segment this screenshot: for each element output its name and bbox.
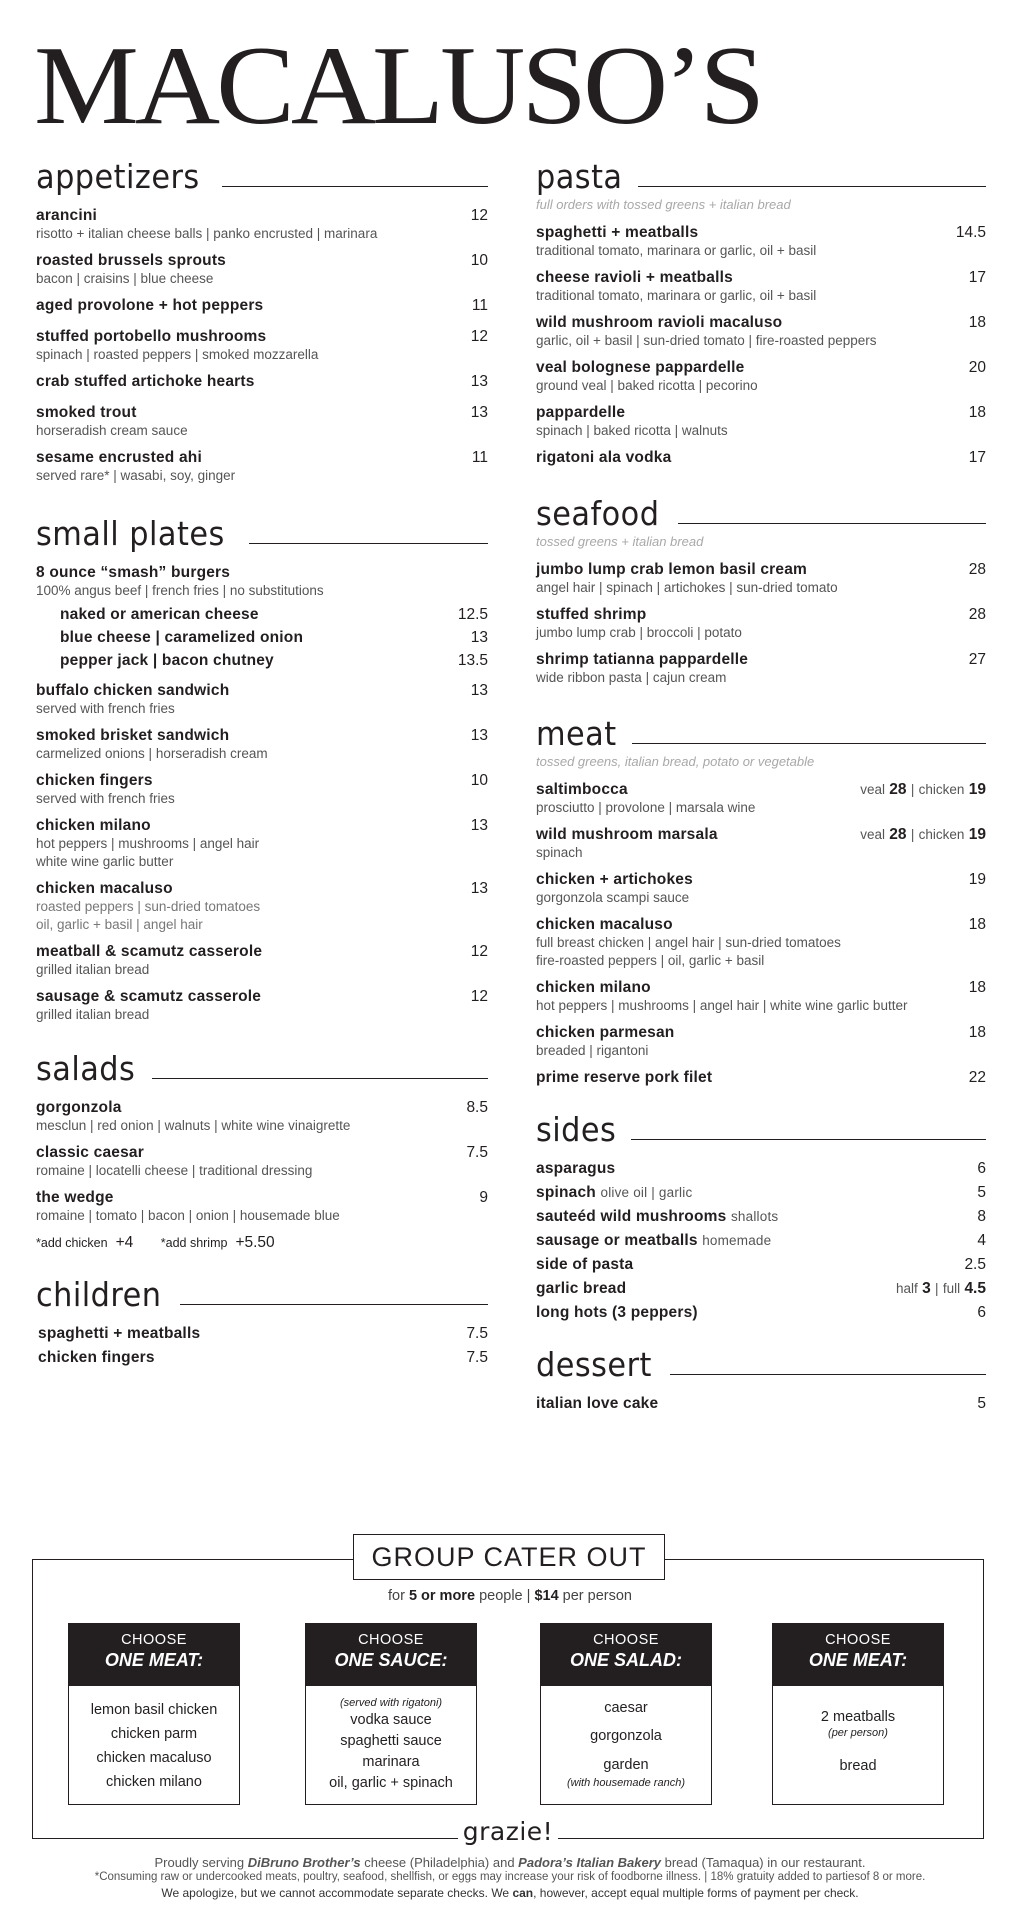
dessert-list [536, 1395, 986, 1413]
item-price: 12 [470, 207, 488, 224]
appetizers-header [36, 157, 488, 196]
restaurant-logo: MACALUSO’S [34, 23, 762, 148]
item-name: sausage & scamutz casserole [36, 988, 262, 1005]
pasta-list [536, 224, 986, 467]
item-name: jumbo lump crab lemon basil cream [536, 561, 808, 578]
item-name: 8 ounce “smash” burgers [36, 564, 231, 581]
item-name: the wedge [36, 1189, 114, 1206]
item-desc: romaine | locatelli cheese | traditional dressing [36, 1163, 313, 1178]
item-desc: spinach | baked ricotta | walnuts [536, 423, 728, 438]
menu-item [536, 1208, 986, 1226]
small-plates-header [36, 514, 488, 553]
footer-payment-note: We apologize, but we cannot accommodate separate checks. We can, however, accept equal multiple forms of payment per check. [161, 1886, 859, 1900]
item-desc: served with french fries [36, 701, 175, 716]
left-column [36, 157, 488, 1376]
menu-item [36, 449, 488, 485]
section-title: sides [536, 1110, 617, 1149]
item-desc: 100% angus beef | french fries | no substitutions [36, 583, 324, 598]
menu-item [36, 682, 488, 718]
item-price: 13 [470, 373, 488, 390]
menu-item [536, 826, 986, 862]
menu-item [36, 1349, 488, 1367]
menu-item [536, 404, 986, 440]
item-name: chicken fingers [36, 772, 153, 789]
item-name: prime reserve pork filet [536, 1069, 713, 1086]
item-name: smoked trout [36, 404, 137, 421]
choice-box-meat [68, 1623, 240, 1805]
add-chicken-label: *add chicken [36, 1236, 108, 1250]
item-price: 7.5 [466, 1349, 488, 1366]
item-name: chicken + artichokes [536, 871, 693, 888]
item-desc: horseradish cream sauce [36, 423, 188, 438]
item-price: 27 [968, 651, 986, 668]
choice-box-meat-2 [772, 1623, 944, 1805]
item-desc: white wine garlic butter [36, 854, 174, 869]
item-price: 13 [470, 817, 488, 834]
item-name: chicken milano [536, 979, 651, 996]
item-name: italian love cake [536, 1395, 659, 1412]
item-price: 20 [968, 359, 986, 376]
item-desc: traditional tomato, marinara or garlic, oil + basil [536, 243, 817, 258]
item-desc: breaded | rigantoni [536, 1043, 649, 1058]
item-price: veal 28 | chicken 19 [860, 781, 986, 798]
item-desc: angel hair | spinach | artichokes | sun-dried tomato [536, 580, 838, 595]
item-name: veal bolognese pappardelle [536, 359, 745, 376]
item-price: 13 [470, 682, 488, 699]
burger-option [36, 652, 488, 670]
item-name: chicken milano [36, 817, 151, 834]
item-price: 17 [968, 449, 986, 466]
section-title: salads [36, 1049, 136, 1088]
cater-pricing: for 5 or more people | $14 per person [387, 1588, 632, 1604]
footer-disclaimer: *Consuming raw or undercooked meats, poultry, seafood, shellfish, or eggs may increase your risk of foodborne illness. | 18% gratuity added to partiesof 8 or more. [94, 1871, 926, 1883]
section-subtitle: tossed greens + italian bread [536, 534, 704, 549]
item-name: spaghetti + meatballs [38, 1325, 201, 1342]
item-name: long hots (3 peppers) [536, 1304, 698, 1321]
item-price: 22 [968, 1069, 986, 1086]
item-desc: carmelized onions | horseradish cream [36, 746, 268, 761]
item-name: aged provolone + hot peppers [36, 297, 264, 314]
menu-item [36, 943, 488, 979]
menu-item [536, 1024, 986, 1060]
menu-item [536, 1280, 986, 1298]
item-price: 18 [968, 979, 986, 996]
item-price: 5 [977, 1184, 986, 1201]
item-desc: jumbo lump crab | broccoli | potato [536, 625, 742, 640]
menu-item [536, 1069, 986, 1087]
item-desc: gorgonzola scampi sauce [536, 890, 690, 905]
children-header [36, 1275, 488, 1314]
item-price: 14.5 [955, 224, 986, 241]
item-price: 6 [977, 1160, 986, 1177]
salads-list [36, 1099, 488, 1252]
item-name: sesame encrusted ahi [36, 449, 202, 466]
item-price: 12.5 [457, 606, 488, 623]
item-price: 9 [479, 1189, 488, 1206]
item-desc: mesclun | red onion | walnuts | white wine vinaigrette [36, 1118, 351, 1133]
item-desc: grilled italian bread [36, 1007, 150, 1022]
item-name: chicken parmesan [536, 1024, 675, 1041]
choice-options: caesar gorgonzola garden (with housemade ranch) [566, 1700, 685, 1789]
item-desc: hot peppers | mushrooms | angel hair [36, 836, 260, 851]
item-name: chicken macaluso [536, 916, 673, 933]
item-name: pepper jack | bacon chutney [60, 652, 274, 669]
item-desc: risotto + italian cheese balls | panko encrusted | marinara [36, 226, 378, 241]
item-price: 12 [470, 328, 488, 345]
choice-options: (served with rigatoni) vodka sauce spaghetti sauce marinara oil, garlic + spinach [329, 1697, 453, 1791]
choice-options: lemon basil chicken chicken parm chicken macaluso chicken milano [90, 1702, 218, 1790]
menu-item [536, 224, 986, 260]
menu-item [536, 606, 986, 642]
item-price: 7.5 [466, 1144, 488, 1161]
item-desc: spinach | roasted peppers | smoked mozzarella [36, 347, 319, 362]
menu-item [536, 1160, 986, 1178]
item-desc: grilled italian bread [36, 962, 150, 977]
menu-item [536, 449, 986, 467]
item-name: shrimp tatianna pappardelle [536, 651, 749, 668]
item-name: spaghetti + meatballs [536, 224, 699, 241]
right-column [536, 157, 986, 1422]
item-desc: prosciutto | provolone | marsala wine [536, 800, 756, 815]
seafood-header [536, 494, 986, 533]
choice-header: CHOOSE ONE MEAT: [69, 1624, 239, 1686]
meat-header [536, 714, 986, 753]
item-name: stuffed portobello mushrooms [36, 328, 267, 345]
item-price: 11 [471, 449, 488, 466]
item-desc: oil, garlic + basil | angel hair [36, 917, 203, 932]
item-price: 12 [470, 988, 488, 1005]
item-name: wild mushroom marsala [536, 826, 718, 843]
menu-item [536, 916, 986, 970]
salads-header [36, 1049, 488, 1088]
item-price: 13.5 [457, 652, 488, 669]
item-name: saltimbocca [536, 781, 628, 798]
add-chicken-price: +4 [115, 1234, 134, 1251]
item-desc: spinach [536, 845, 583, 860]
menu-item [536, 781, 986, 817]
item-price: 28 [968, 561, 986, 578]
menu-item [36, 772, 488, 808]
menu-item [536, 1256, 986, 1274]
menu-item [536, 269, 986, 305]
burger-option [36, 606, 488, 624]
item-name: stuffed shrimp [536, 606, 647, 623]
menu-item [536, 1304, 986, 1322]
menu-item [536, 871, 986, 907]
choice-header: CHOOSE ONE MEAT: [773, 1624, 943, 1686]
item-price: 18 [968, 1024, 986, 1041]
item-desc: served with french fries [36, 791, 175, 806]
item-name: crab stuffed artichoke hearts [36, 373, 255, 390]
sides-list [536, 1160, 986, 1322]
item-price: 8 [977, 1208, 986, 1225]
item-price: 8.5 [466, 1099, 488, 1116]
menu-item [536, 1232, 986, 1250]
item-desc: ground veal | baked ricotta | pecorino [536, 378, 758, 393]
item-name: rigatoni ala vodka [536, 449, 672, 466]
section-subtitle: tossed greens, italian bread, potato or vegetable [536, 754, 815, 769]
menu-item [536, 651, 986, 687]
choice-header: CHOOSE ONE SALAD: [541, 1624, 711, 1686]
item-price: 28 [968, 606, 986, 623]
salad-addons [36, 1234, 488, 1252]
menu-item [536, 314, 986, 350]
menu-item [36, 880, 488, 934]
item-name: cheese ravioli + meatballs [536, 269, 733, 286]
item-name: roasted brussels sprouts [36, 252, 226, 269]
menu-item [36, 1099, 488, 1135]
section-title: appetizers [36, 157, 200, 196]
section-title: small plates [36, 514, 225, 553]
menu-item [36, 404, 488, 440]
item-price: 13 [470, 629, 488, 646]
item-name: blue cheese | caramelized onion [60, 629, 304, 646]
menu-item [36, 328, 488, 364]
item-price: 4 [977, 1232, 986, 1249]
item-desc: bacon | craisins | blue cheese [36, 271, 214, 286]
item-price: 2.5 [964, 1256, 986, 1273]
section-title: seafood [536, 494, 660, 533]
item-desc: wide ribbon pasta | cajun cream [536, 670, 727, 685]
item-name: sauteéd wild mushrooms shallots [536, 1208, 779, 1225]
item-name: meatball & scamutz casserole [36, 943, 263, 960]
menu-item [36, 1144, 488, 1180]
section-title: pasta [536, 157, 623, 196]
item-desc: romaine | tomato | bacon | onion | housemade blue [36, 1208, 340, 1223]
item-price: 13 [470, 880, 488, 897]
item-name: side of pasta [536, 1256, 634, 1273]
menu-item [536, 1395, 986, 1413]
choice-box-sauce [305, 1623, 477, 1805]
section-title: dessert [536, 1345, 652, 1384]
menu-item [36, 564, 488, 600]
section-subtitle: full orders with tossed greens + italian bread [536, 197, 791, 212]
seafood-list [536, 561, 986, 687]
add-shrimp-price: +5.50 [235, 1234, 275, 1251]
item-price: 13 [470, 404, 488, 421]
item-desc: traditional tomato, marinara or garlic, oil + basil [536, 288, 817, 303]
menu-item [536, 359, 986, 395]
choice-options: 2 meatballs (per person) bread [820, 1709, 896, 1774]
item-desc: roasted peppers | sun-dried tomatoes [36, 899, 261, 914]
item-price: half 3 | full 4.5 [896, 1280, 986, 1297]
meat-list [536, 781, 986, 1087]
item-price: 7.5 [466, 1325, 488, 1342]
menu-item [36, 373, 488, 391]
item-name: smoked brisket sandwich [36, 727, 230, 744]
item-price: 11 [471, 297, 488, 314]
children-list [36, 1325, 488, 1367]
menu-item [536, 561, 986, 597]
item-price: 13 [470, 727, 488, 744]
item-price: 18 [968, 916, 986, 933]
item-name: sausage or meatballs homemade [536, 1232, 772, 1249]
item-name: asparagus [536, 1160, 616, 1177]
item-price: 18 [968, 314, 986, 331]
menu-item [36, 297, 488, 315]
item-name: classic caesar [36, 1144, 144, 1161]
item-desc: full breast chicken | angel hair | sun-dried tomatoes [536, 935, 841, 950]
item-desc: garlic, oil + basil | sun-dried tomato | fire-roasted peppers [536, 333, 877, 348]
choice-header: CHOOSE ONE SAUCE: [306, 1624, 476, 1686]
menu-item [36, 988, 488, 1024]
item-price: 10 [470, 772, 488, 789]
small-plates-list [36, 564, 488, 1024]
pasta-header [536, 157, 986, 196]
item-name: spinach olive oil | garlic [536, 1184, 693, 1201]
item-price: 10 [470, 252, 488, 269]
sides-header [536, 1110, 986, 1149]
item-price: 18 [968, 404, 986, 421]
menu-item [36, 817, 488, 871]
burger-option [36, 629, 488, 647]
item-name: arancini [36, 207, 98, 224]
menu-item [36, 207, 488, 243]
choice-box-salad [540, 1623, 712, 1805]
menu-item [36, 727, 488, 763]
item-name: chicken fingers [38, 1349, 155, 1366]
item-price: 5 [977, 1395, 986, 1412]
item-name: buffalo chicken sandwich [36, 682, 230, 699]
menu-item [36, 1325, 488, 1343]
appetizers-list [36, 207, 488, 485]
item-desc: fire-roasted peppers | oil, garlic + basil [536, 953, 765, 968]
item-price: 17 [968, 269, 986, 286]
menu-item [536, 1184, 986, 1202]
item-price: 6 [977, 1304, 986, 1321]
item-name: gorgonzola [36, 1099, 122, 1116]
menu-item [36, 252, 488, 288]
menu-item [536, 979, 986, 1015]
item-price: 12 [470, 943, 488, 960]
footer-suppliers: Proudly serving DiBruno Brother’s cheese (Philadelphia) and Padora’s Italian Bakery bread (Tamaqua) in our restaurant. [154, 1855, 866, 1870]
item-desc: hot peppers | mushrooms | angel hair | white wine garlic butter [536, 998, 908, 1013]
section-title: meat [536, 714, 617, 753]
section-title: children [36, 1275, 162, 1314]
item-desc: served rare* | wasabi, soy, ginger [36, 468, 236, 483]
menu-item [36, 1189, 488, 1225]
grazie-text: grazie! [458, 1817, 558, 1846]
item-price: 19 [968, 871, 986, 888]
cater-title: GROUP CATER OUT [353, 1534, 665, 1580]
item-price: veal 28 | chicken 19 [860, 826, 986, 843]
item-name: chicken macaluso [36, 880, 173, 897]
add-shrimp-label: *add shrimp [160, 1236, 228, 1250]
item-name: garlic bread [536, 1280, 627, 1297]
item-name: naked or american cheese [60, 606, 259, 623]
item-name: wild mushroom ravioli macaluso [536, 314, 783, 331]
item-name: pappardelle [536, 404, 626, 421]
dessert-header [536, 1345, 986, 1384]
